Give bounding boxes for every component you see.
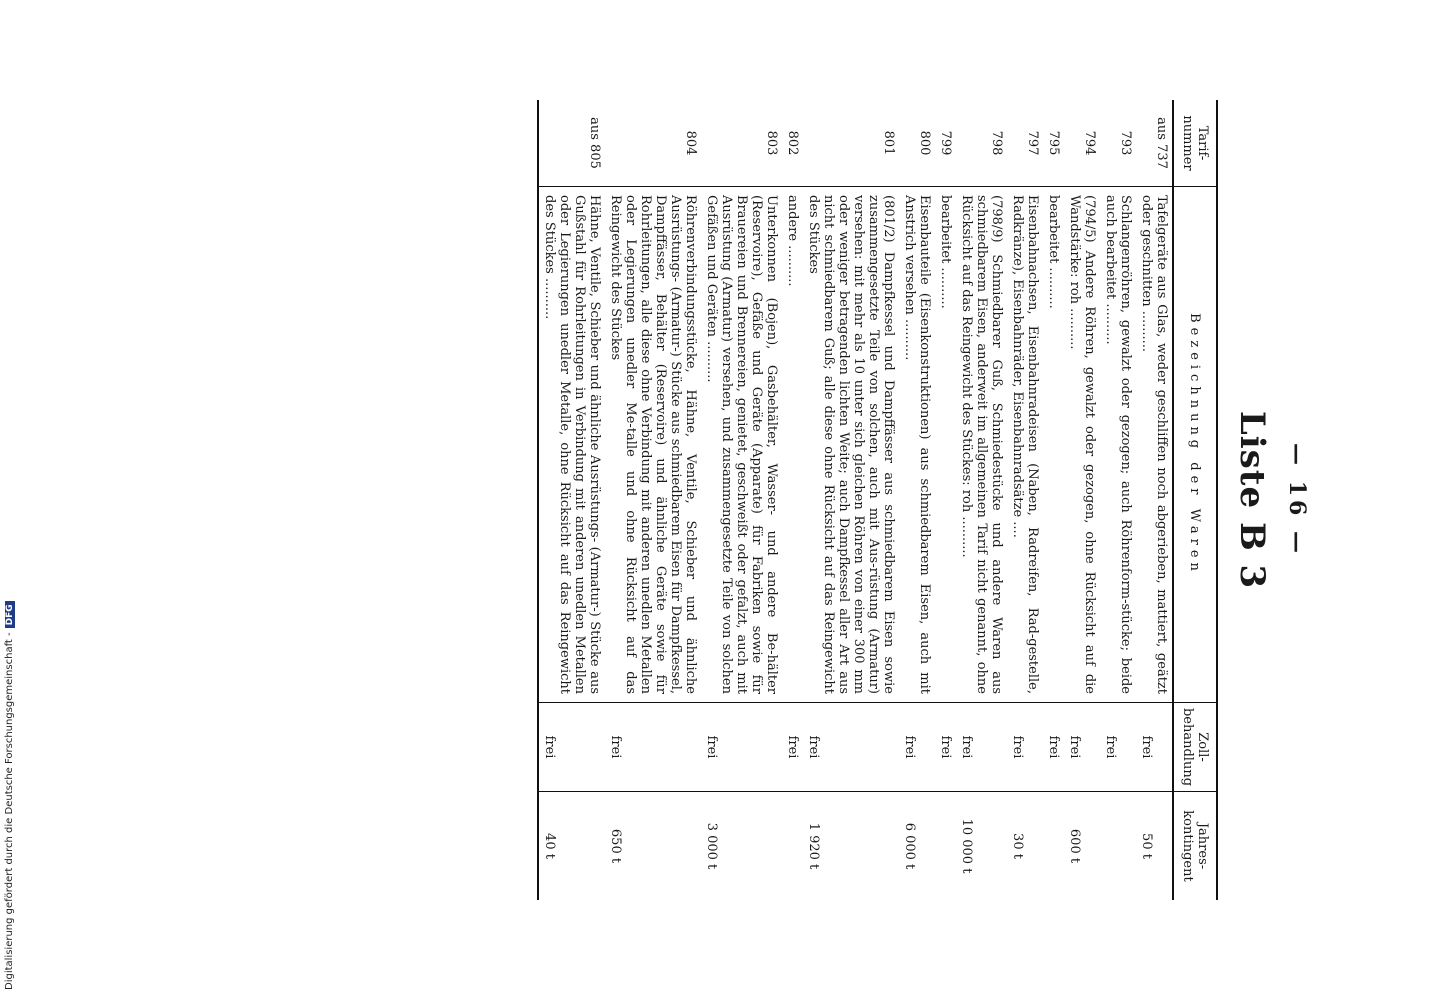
item-description: Schlangenröhren, gewalzt oder gezogen; auch Röhrenform-stücke; beide auch bearbeitet .......... — [1100, 187, 1136, 703]
digitization-credit — [4, 601, 15, 990]
customs-treatment: frei — [899, 703, 935, 792]
customs-treatment: frei — [1100, 703, 1136, 792]
tarif-number: 801 — [881, 130, 896, 156]
tarif-number: 793 — [1118, 130, 1133, 156]
page-number: — 16 — — [1284, 443, 1310, 557]
table-row — [899, 100, 935, 900]
annual-quota: 10 000 t — [959, 818, 974, 874]
table-row — [803, 100, 899, 900]
header-bezeichnung: Bezeichnung der Waren — [1173, 187, 1217, 703]
customs-treatment: frei — [935, 703, 956, 792]
header-zollbehandlung: Zoll-behandlung — [1173, 703, 1217, 792]
page-title: Liste B 3 — [1232, 410, 1272, 590]
tarif-number: 797 — [1025, 130, 1040, 156]
header-jahreskontingent: Jahres-kontingent — [1173, 792, 1217, 901]
table-row — [1136, 100, 1173, 900]
annual-quota: 40 t — [538, 792, 605, 901]
item-description: andere .......... — [782, 187, 803, 703]
table-row — [1064, 100, 1100, 900]
annual-quota: 50 t — [1139, 833, 1154, 859]
annual-quota: 1 920 t — [806, 822, 821, 870]
item-description: (801/2) Dampfkessel und Dampffässer aus schmiedbarem Eisen sowie zusammengesetzte Teile von solchen, auch mit Aus-rüstung (Armatur) versehen: mit mehr als 10 unter sich gleichen Röhren von einer 300 mm oder weniger betragenden lichten Weite; auch Dampfkessel aller Art aus nicht schmiedbarem Guß; alle diese ohne Rücksicht auf das Reingewicht des Stückes — [803, 187, 899, 703]
credit-text: Digitalisierung gefördert durch die Deutsche Forschungsgemeinschaft - — [4, 632, 15, 990]
tarif-number: 800 — [917, 130, 932, 156]
item-description: bearbeitet .......... — [1043, 187, 1064, 703]
item-description: Röhrenverbindungsstücke, Hähne, Ventile, Schieber und ähnliche Ausrüstungs- (Armatur-) Stücke aus schmiedbarem Eisen für Dampfkessel, Dampffässer, Behälter (Reservoire) und ähnliche Geräte sowie für Rohrleitungen, alle diese ohne Verbindung mit anderen unedlen Metallen oder Legierungen unedler Me-talle und ohne Rücksicht auf das Reingewicht des Stückes — [605, 187, 701, 703]
table-row — [935, 100, 956, 900]
item-description: (798/9) Schmiedbarer Guß, Schmiedestücke und andere Waren aus schmiedbarem Eisen, anderweit im allgemeinen Tarif nicht genannt, ohne Rücksicht auf das Reingewicht des Stückes: roh .......... — [956, 187, 1007, 703]
annual-quota: 30 t — [1010, 833, 1025, 859]
dfg-logo: DFG — [5, 601, 15, 628]
item-description: Unterkonnen (Bojen), Gasbehälter, Wasser- und andere Be-hälter (Reservoire), Gefäße und Geräte (Apparate) für Fabriken sowie für Brauereien und Brennereien, genietet, geschweißt oder gefalzt, auch mit Ausrüstung (Armatur) versehen, und zusammengesetzte Teile von solchen Gefäßen und Geräten .......... — [701, 187, 782, 703]
tarif-number: 795 — [1046, 130, 1061, 156]
annual-quota — [1043, 792, 1064, 901]
rotated-page — [130, 100, 1310, 900]
tarif-number: 794 — [1082, 130, 1097, 156]
tarif-number: 803 — [764, 130, 779, 156]
table-row — [1100, 100, 1136, 900]
tarif-number: aus 737 — [1154, 117, 1169, 169]
table-row — [1043, 100, 1064, 900]
customs-treatment: frei — [1136, 703, 1173, 792]
tariff-table — [537, 100, 1218, 900]
customs-treatment: frei — [1064, 703, 1100, 792]
table-row — [782, 100, 803, 900]
tarif-number: 798 — [989, 130, 1004, 156]
item-description: Eisenbauteile (Eisenkonstruktionen) aus schmiedbarem Eisen, auch mit Anstrich versehen .......... — [899, 187, 935, 703]
table-row — [1007, 100, 1043, 900]
customs-treatment: frei — [605, 703, 701, 792]
customs-treatment: frei — [1007, 703, 1043, 792]
annual-quota: 600 t — [1067, 828, 1082, 864]
annual-quota — [782, 792, 803, 901]
table-row — [701, 100, 782, 900]
customs-treatment: frei — [782, 703, 803, 792]
annual-quota: 3 000 t — [704, 822, 719, 870]
item-description: (794/5) Andere Röhren, gewalzt oder gezogen, ohne Rücksicht auf die Wandstärke: roh .......... — [1064, 187, 1100, 703]
annual-quota — [935, 792, 956, 901]
tarif-number: 802 — [785, 130, 800, 156]
table-row — [605, 100, 701, 900]
tarif-number: 799 — [938, 130, 953, 156]
annual-quota — [1100, 792, 1136, 901]
customs-treatment: frei — [803, 703, 899, 792]
table-body — [538, 100, 1173, 900]
item-description: Tafelgeräte aus Glas, weder geschliffen noch abgerieben, mattiert, geätzt oder geschnitten .......... — [1136, 187, 1173, 703]
tarif-number: aus 805 — [538, 100, 605, 187]
item-description: Hähne, Ventile, Schieber und ähnliche Ausrüstungs- (Armatur-) Stücke aus Gußstahl für Rohrleitungen in Verbindung mit anderen unedlen Metallen oder Legierungen unedler Metalle, ohne Rücksicht auf das Reingewicht des Stückes .......... — [538, 187, 605, 703]
annual-quota: 6 000 t — [902, 822, 917, 870]
table-row — [956, 100, 1007, 900]
annual-quota: 650 t — [608, 828, 623, 864]
tarif-number: 804 — [683, 130, 698, 156]
table-header-row — [1173, 100, 1217, 900]
table-row — [538, 100, 605, 900]
item-description: bearbeitet .......... — [935, 187, 956, 703]
customs-treatment: frei — [538, 703, 605, 792]
header-tarifnummer: Tarif-nummer — [1173, 100, 1217, 187]
customs-treatment: frei — [1043, 703, 1064, 792]
item-description: Eisenbahnachsen, Eisenbahnradeisen (Naben, Radreifen, Rad-gestelle, Radkränze), Eisenbahnräder, Eisenbahnradsätze .... — [1007, 187, 1043, 703]
customs-treatment: frei — [956, 703, 1007, 792]
customs-treatment: frei — [701, 703, 782, 792]
